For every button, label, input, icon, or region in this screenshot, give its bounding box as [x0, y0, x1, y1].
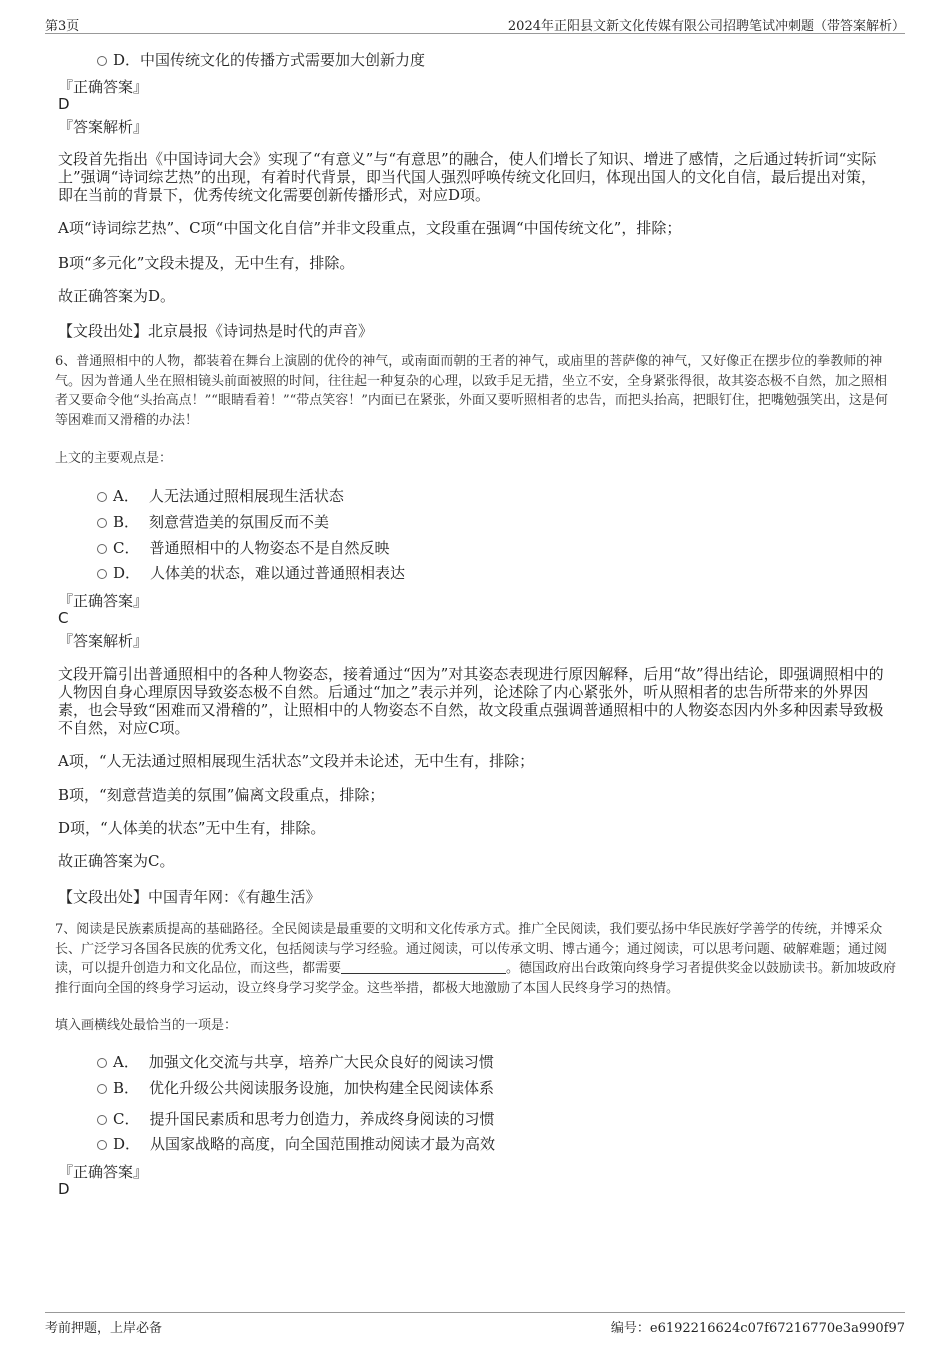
page-header	[45, 13, 905, 34]
page-footer	[45, 1312, 905, 1339]
question-text	[55, 920, 897, 998]
option-text: 优化升级公共阅读服务设施，加快构建全民阅读体系	[149, 1079, 495, 1097]
option-text: 人无法通过照相展现生活状态	[148, 487, 344, 505]
radio-icon[interactable]	[97, 56, 107, 66]
analysis-paragraph: B项“多元化”文段未提及，无中生有，排除。	[58, 254, 355, 272]
option-key: B．	[113, 513, 140, 531]
option-key: C．	[113, 1110, 140, 1128]
option-key: D．	[113, 51, 141, 69]
answer-value: C	[58, 609, 69, 627]
footer-slogan: 考前押题，上岸必备	[45, 1321, 163, 1336]
radio-icon[interactable]	[97, 1084, 107, 1094]
analysis-label: 『答案解析』	[58, 632, 149, 650]
radio-icon[interactable]	[97, 544, 107, 554]
analysis-paragraph: 文段首先指出《中国诗词大会》实现了“有意义”与“有意思”的融合，使人们增长了知识、增进了感情，之后通过转折词“实际上”强调“诗词综艺热”的出现，有着时代背景，即当代国人强烈呼唤传统文化回归，体现出国人的文化自信，最后提出对策，即在当前的背景下，优秀传统文化需要创新传播形式，对应D项。	[58, 150, 877, 204]
radio-icon[interactable]	[97, 569, 107, 579]
q7-option-c[interactable]	[97, 1108, 495, 1129]
analysis-paragraph: 故正确答案为D。	[58, 287, 176, 305]
option-key: C．	[113, 539, 140, 557]
option-key: D．	[113, 1135, 141, 1153]
q7-option-b[interactable]	[97, 1077, 494, 1098]
question-text: 6、普通照相中的人物，都装着在舞台上演剧的优伶的神气，或南面而朝的王者的神气，或庙里的菩萨像的神气，又好像正在摆步位的拳教师的神气。因为普通人坐在照相镜头前面被照的时间，往往起一种复杂的心理，以致手足无措，坐立不安，全身紧张得很，故其姿态极不自然，加之照相者又要命令他“头抬高点！”“眼睛看着！”“带点笑容！”内面已在紧张，外面又要听照相者的忠告，而把头抬高，把眼钉住，把嘴勉强笑出，这是何等困难而又滑稽的办法！	[55, 354, 888, 428]
question-prompt: 填入画横线处最恰当的一项是：	[55, 1018, 238, 1033]
document-title: 2024年正阳县文新文化传媒有限公司招聘笔试冲刺题（带答案解析）	[507, 19, 905, 34]
q7-option-d[interactable]	[97, 1133, 495, 1154]
radio-icon[interactable]	[97, 492, 107, 502]
option-key: A．	[113, 487, 139, 505]
option-text: 人体美的状态，难以通过普通照相表达	[150, 564, 406, 582]
document-id: 编号：e6192216624c07f67216770e3a990f97	[610, 1321, 905, 1336]
q6-option-c[interactable]	[97, 537, 390, 558]
answer-label: 『正确答案』	[58, 78, 149, 96]
fill-blank	[341, 961, 506, 974]
analysis-label: 『答案解析』	[58, 118, 149, 136]
question-text-part2: 。德国政府出台政策向终身学习者提供奖金以鼓励读书。新加坡政府推行面向全国的终身学习运动，设立终身学习奖学金。这些举措，都极大地激励了本国人民终身学习的热情。	[55, 961, 897, 996]
q6-option-b[interactable]	[97, 511, 329, 532]
analysis-paragraph: A项“诗词综艺热”、C项“中国文化自信”并非文段重点，文段重在强调“中国传统文化”，排除；	[58, 219, 682, 237]
radio-icon[interactable]	[97, 1140, 107, 1150]
q5-option-d[interactable]	[97, 49, 425, 70]
analysis-paragraph: B项，“刻意营造美的氛围”偏离文段重点，排除；	[58, 786, 385, 804]
analysis-paragraph: D项，“人体美的状态”无中生有，排除。	[58, 819, 326, 837]
radio-icon[interactable]	[97, 1058, 107, 1068]
option-text: 加强文化交流与共享，培养广大民众良好的阅读习惯	[148, 1053, 494, 1071]
question-prompt: 上文的主要观点是：	[55, 451, 173, 466]
option-text: 从国家战略的高度，向全国范围推动阅读才最为高效	[150, 1135, 496, 1153]
radio-icon[interactable]	[97, 1115, 107, 1125]
source-citation: 【文段出处】北京晨报《诗词热是时代的声音》	[58, 322, 374, 340]
answer-value: D	[58, 1180, 70, 1198]
q6-option-d[interactable]	[97, 562, 405, 583]
page-number: 第3页	[45, 19, 80, 34]
q6-option-a[interactable]	[97, 485, 344, 506]
analysis-paragraph: 文段开篇引出普通照相中的各种人物姿态，接着通过“因为”对其姿态表现进行原因解释，后用“故”得出结论，即强调照相中的人物因自身心理原因导致姿态极不自然。后通过“加之”表示并列，论述除了内心紧张外，听从照相者的忠告所带来的外界因素，也会导致“困难而又滑稽的”，让照相中的人物姿态不自然，故文段重点强调普通照相中的人物姿态因内外多种因素导致极不自然，对应C项。	[58, 665, 884, 737]
answer-label: 『正确答案』	[58, 592, 149, 610]
option-key: B．	[113, 1079, 140, 1097]
analysis-paragraph: 故正确答案为C。	[58, 852, 175, 870]
option-key: D．	[113, 564, 141, 582]
analysis-paragraph: A项，“人无法通过照相展现生活状态”文段并未论述，无中生有，排除；	[58, 752, 535, 770]
question-text-part1: 7、阅读是民族素质提高的基础路径。全民阅读是最重要的文明和文化传承方式。推广全民阅读，我们要弘扬中华民族好学善学的传统，并博采众长、广泛学习各国各民族的优秀文化，包括阅读与学习经验。通过阅读，可以传承文明、博古通今；通过阅读，可以思考问题、破解难题；通过阅读，可以提升创造力和文化品位，而这些，都需要	[55, 922, 888, 976]
radio-icon[interactable]	[97, 518, 107, 528]
q7-option-a[interactable]	[97, 1051, 494, 1072]
option-text: 中国传统文化的传播方式需要加大创新力度	[140, 51, 426, 69]
answer-label: 『正确答案』	[58, 1163, 149, 1181]
option-key: A．	[113, 1053, 139, 1071]
option-text: 提升国民素质和思考力创造力，养成终身阅读的习惯	[149, 1110, 495, 1128]
option-text: 刻意营造美的氛围反而不美	[149, 513, 330, 531]
answer-value: D	[58, 95, 70, 113]
source-citation: 【文段出处】中国青年网：《有趣生活》	[58, 888, 321, 906]
option-text: 普通照相中的人物姿态不是自然反映	[149, 539, 390, 557]
